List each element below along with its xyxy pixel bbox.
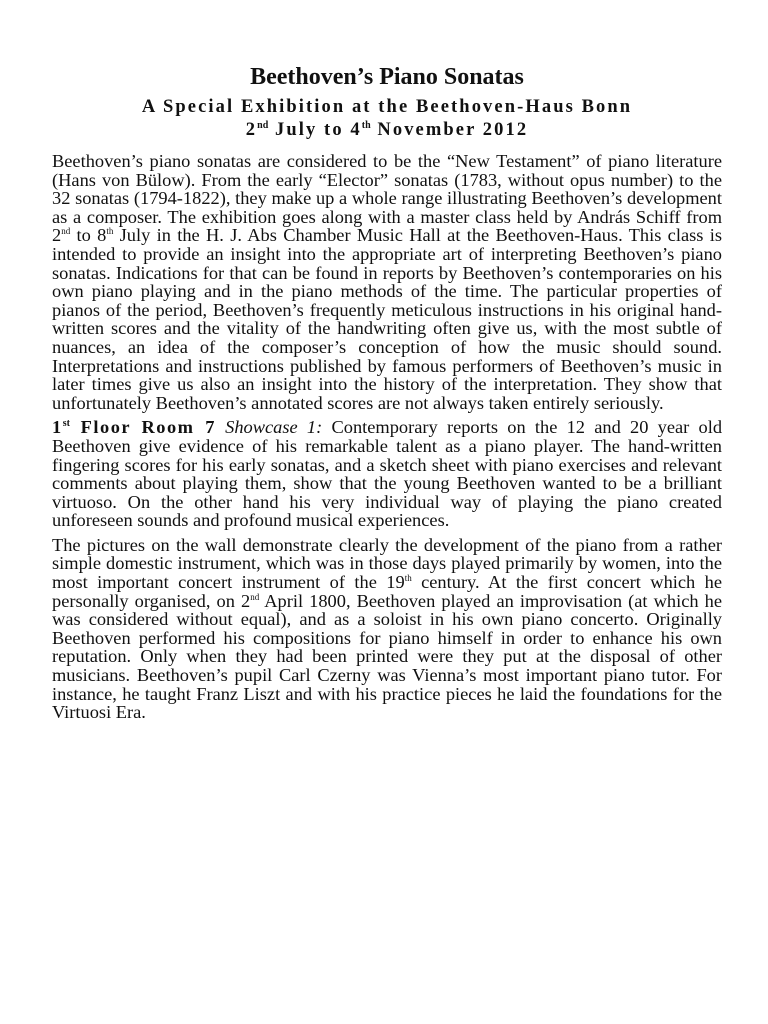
room-paragraph — [52, 418, 722, 530]
floor-number: 1 — [52, 417, 63, 438]
pictures-text-b: century. At the first concert which he personally organised, on 2 — [52, 572, 722, 611]
date-end-day: 4 — [350, 120, 362, 140]
exhibition-dates — [52, 119, 722, 142]
exhibition-subtitle: A Special Exhibition at the Beethoven-Haus Bonn — [141, 97, 633, 117]
room-label-rest: Floor Room 7 — [69, 417, 216, 438]
intro-sup-b: th — [106, 226, 114, 237]
intro-text-c: July in the H. J. Abs Chamber Music Hall at the Beethoven-Haus. This class is intended to provide an insight into the appropriate art of interpreting Beethoven’s piano sonatas. Indications for that can be found in reports by Beethoven’s contemporaries on his own piano playing and in the piano methods of the time. The particular properties of pianos of the period, Beethoven’s frequently meticulous instructions in his original hand-written scores and the vitality of the handwriting often give us, with the most subtle of nuances, an idea of the composer’s conception of how the music should sound. Interpretations and instructions published by famous performers of Beethoven’s music in later times give us also an insight into the history of the interpretation. They show that unfortunately Beethoven’s annotated scores are not always taken entirely seriously. — [52, 225, 722, 413]
date-end: November 2012 — [370, 120, 529, 140]
pictures-text-a: The pictures on the wall demonstrate clearly the development of the piano from a rather simple domestic instrument, which was in those days played primarily by women, into the most important concert instrument of the 19 — [52, 534, 722, 593]
date-end-suffix: th — [361, 119, 371, 131]
pictures-text-c: April 1800, Beethoven played an improvisation (at which he was considered without equal), and as a soloist in his own piano concerto. Originally Beethoven performed his compositions for piano himself in order to enhance his own reputation. Only when they had been printed were they put at the disposal of other musicians. Beethoven’s pupil Carl Czerny was Vienna’s most important piano tutor. For instance, he taught Franz Liszt and with his practice pieces he laid the foundations for the Virtuosi Era. — [52, 590, 722, 723]
intro-sup-a: nd — [61, 226, 71, 237]
intro-text-a: Beethoven’s piano sonatas are considered to be the “New Testament” of piano literature (Hans von Bülow). From the early “Elector” sonatas (1783, without opus number) to the 32 sonatas (1794-1822), they make up a whole range illustrating Beethoven’s development as a composer. The exhibition goes along with a master class held by András Schiff from 2 — [52, 151, 722, 246]
date-start-day: 2 — [245, 120, 258, 140]
document-page — [52, 62, 722, 722]
date-start-suffix: nd — [257, 119, 269, 131]
intro-text-b: to 8 — [70, 225, 107, 246]
room-text: Contemporary reports on the 12 and 20 year old Beethoven give evidence of his remarkable talent as a piano player. The hand-written fingering scores for his early sonatas, and a sketch sheet with piano exercises and relevant comments about playing them, show that the young Beethoven wanted to be a brilliant virtuoso. On the other hand his very individual way of playing the piano created unforeseen sounds and profound musical experiences. — [52, 417, 723, 531]
date-middle: July to — [268, 120, 351, 140]
intro-paragraph — [52, 152, 722, 412]
showcase-label: Showcase 1: — [225, 417, 323, 438]
pictures-sup-b: nd — [250, 591, 260, 602]
room-label — [52, 417, 216, 437]
pictures-paragraph — [52, 536, 722, 722]
floor-suffix: st — [62, 418, 70, 430]
page-title: Beethoven’s Piano Sonatas — [250, 64, 524, 90]
pictures-sup-a: th — [404, 572, 412, 583]
